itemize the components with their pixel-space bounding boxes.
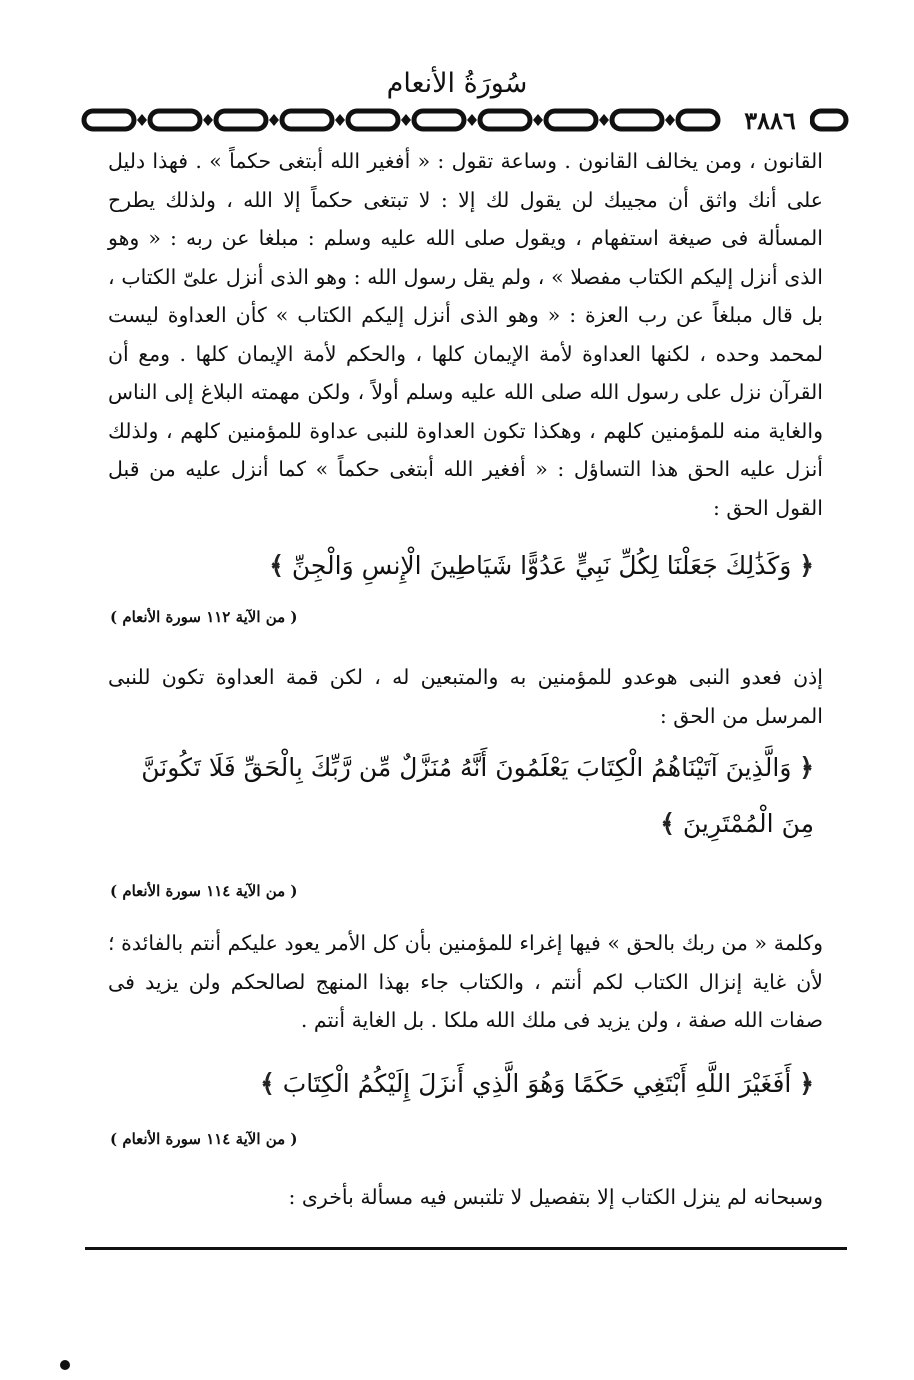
quran-verse-1	[114, 538, 814, 594]
scan-mark	[60, 1360, 70, 1370]
verse-reference-2	[110, 882, 510, 900]
verse-open-bracket: ﴿	[799, 1069, 814, 1098]
paragraph-3: وكلمة « من ربك بالحق » فيها إغراء للمؤمنين بأن كل الأمر يعود عليكم أنتم بالفائدة ؛ لأن غاية إنزال الكتاب لكم أنتم ، والكتاب جاء بهذا المنهج لصالحكم ولن يزيد فى صفات الله صفة ، ولن يزيد فى ملك الله ملكا . بل الغاية أنتم .	[108, 931, 823, 1032]
verse-open-bracket: ﴿	[799, 753, 814, 782]
verse-text: وَكَذَٰلِكَ جَعَلْنَا لِكُلِّ نَبِيٍّ عَدُوًّا شَيَاطِينَ الْإِنسِ وَالْجِنِّ	[291, 551, 792, 580]
verse-reference-text: ( من الآية ١١٤ سورة الأنعام )	[110, 1130, 298, 1148]
verse-text: أَفَغَيْرَ اللَّهِ أَبْتَغِي حَكَمًا وَهُوَ الَّذِي أَنزَلَ إِلَيْكُمُ الْكِتَابَ	[282, 1069, 792, 1098]
verse-text: وَالَّذِينَ آتَيْنَاهُمُ الْكِتَابَ يَعْلَمُونَ أَنَّهُ مُنَزَّلٌ مِّن رَّبِّكَ بِالْحَقِّ فَلَا تَكُونَنَّ مِنَ الْمُمْتَرِينَ	[141, 753, 814, 838]
sura-title: سُورَةُ الأنعام	[386, 68, 528, 99]
verse-reference-text: ( من الآية ١١٤ سورة الأنعام )	[110, 882, 298, 900]
verse-reference-3	[110, 1130, 510, 1148]
page-number: ٣٨٨٦	[730, 106, 810, 135]
verse-close-bracket: ﴾	[260, 1069, 275, 1098]
paragraph-2: إذن فعدو النبى هوعدو للمؤمنين به والمتبعين له ، لكن قمة العداوة تكون للنبى المرسل من الحق :	[108, 665, 823, 728]
quran-verse-2	[114, 740, 814, 852]
verse-reference-text: ( من الآية ١١٢ سورة الأنعام )	[110, 608, 298, 626]
verse-open-bracket: ﴿	[799, 551, 814, 580]
quran-verse-3	[114, 1056, 814, 1112]
verse-close-bracket: ﴾	[269, 551, 284, 580]
paragraph-4: وسبحانه لم ينزل الكتاب إلا بتفصيل لا تلتبس فيه مسألة بأخرى :	[288, 1185, 823, 1209]
verse-close-bracket: ﴾	[660, 809, 675, 838]
footer-rule	[85, 1247, 847, 1250]
paragraph-1: القانون ، ومن يخالف القانون . وساعة تقول : « أفغير الله أبتغى حكماً » . فهذا دليل على أنك واثق أن مجيبك لن يقول لك إلا : لا تبتغى حكماً إلا الله ، ولذلك يطرح المسألة فى صيغة استفهام ، ويقول صلى الله عليه وسلم : مبلغا عن ربه : « وهو الذى أنزل إليكم الكتاب مفصلا » ، ولم يقل رسول الله : وهو الذى أنزل علىّ الكتاب ، بل قال مبلغاً عن رب العزة : « وهو الذى أنزل إليكم الكتاب » كأن العداوة ليست لمحمد وحده ، لكنها العداوة لأمة الإيمان كلها ، والحكم لأمة الإيمان كلها . ومع أن القرآن نزل على رسول الله صلى الله عليه وسلم أولاً ، ولكن مهمته البلاغ إلى الناس والغاية منه للمؤمنين كلهم ، وهكذا تكون العداوة للنبى عداوة للمؤمنين كلهم ، ولذلك أنزل عليه الحق هذا التساؤل : « أفغير الله أبتغى حكماً » كما أنزل عليه من قبل القول الحق :	[108, 149, 823, 520]
verse-reference-1	[110, 608, 510, 626]
